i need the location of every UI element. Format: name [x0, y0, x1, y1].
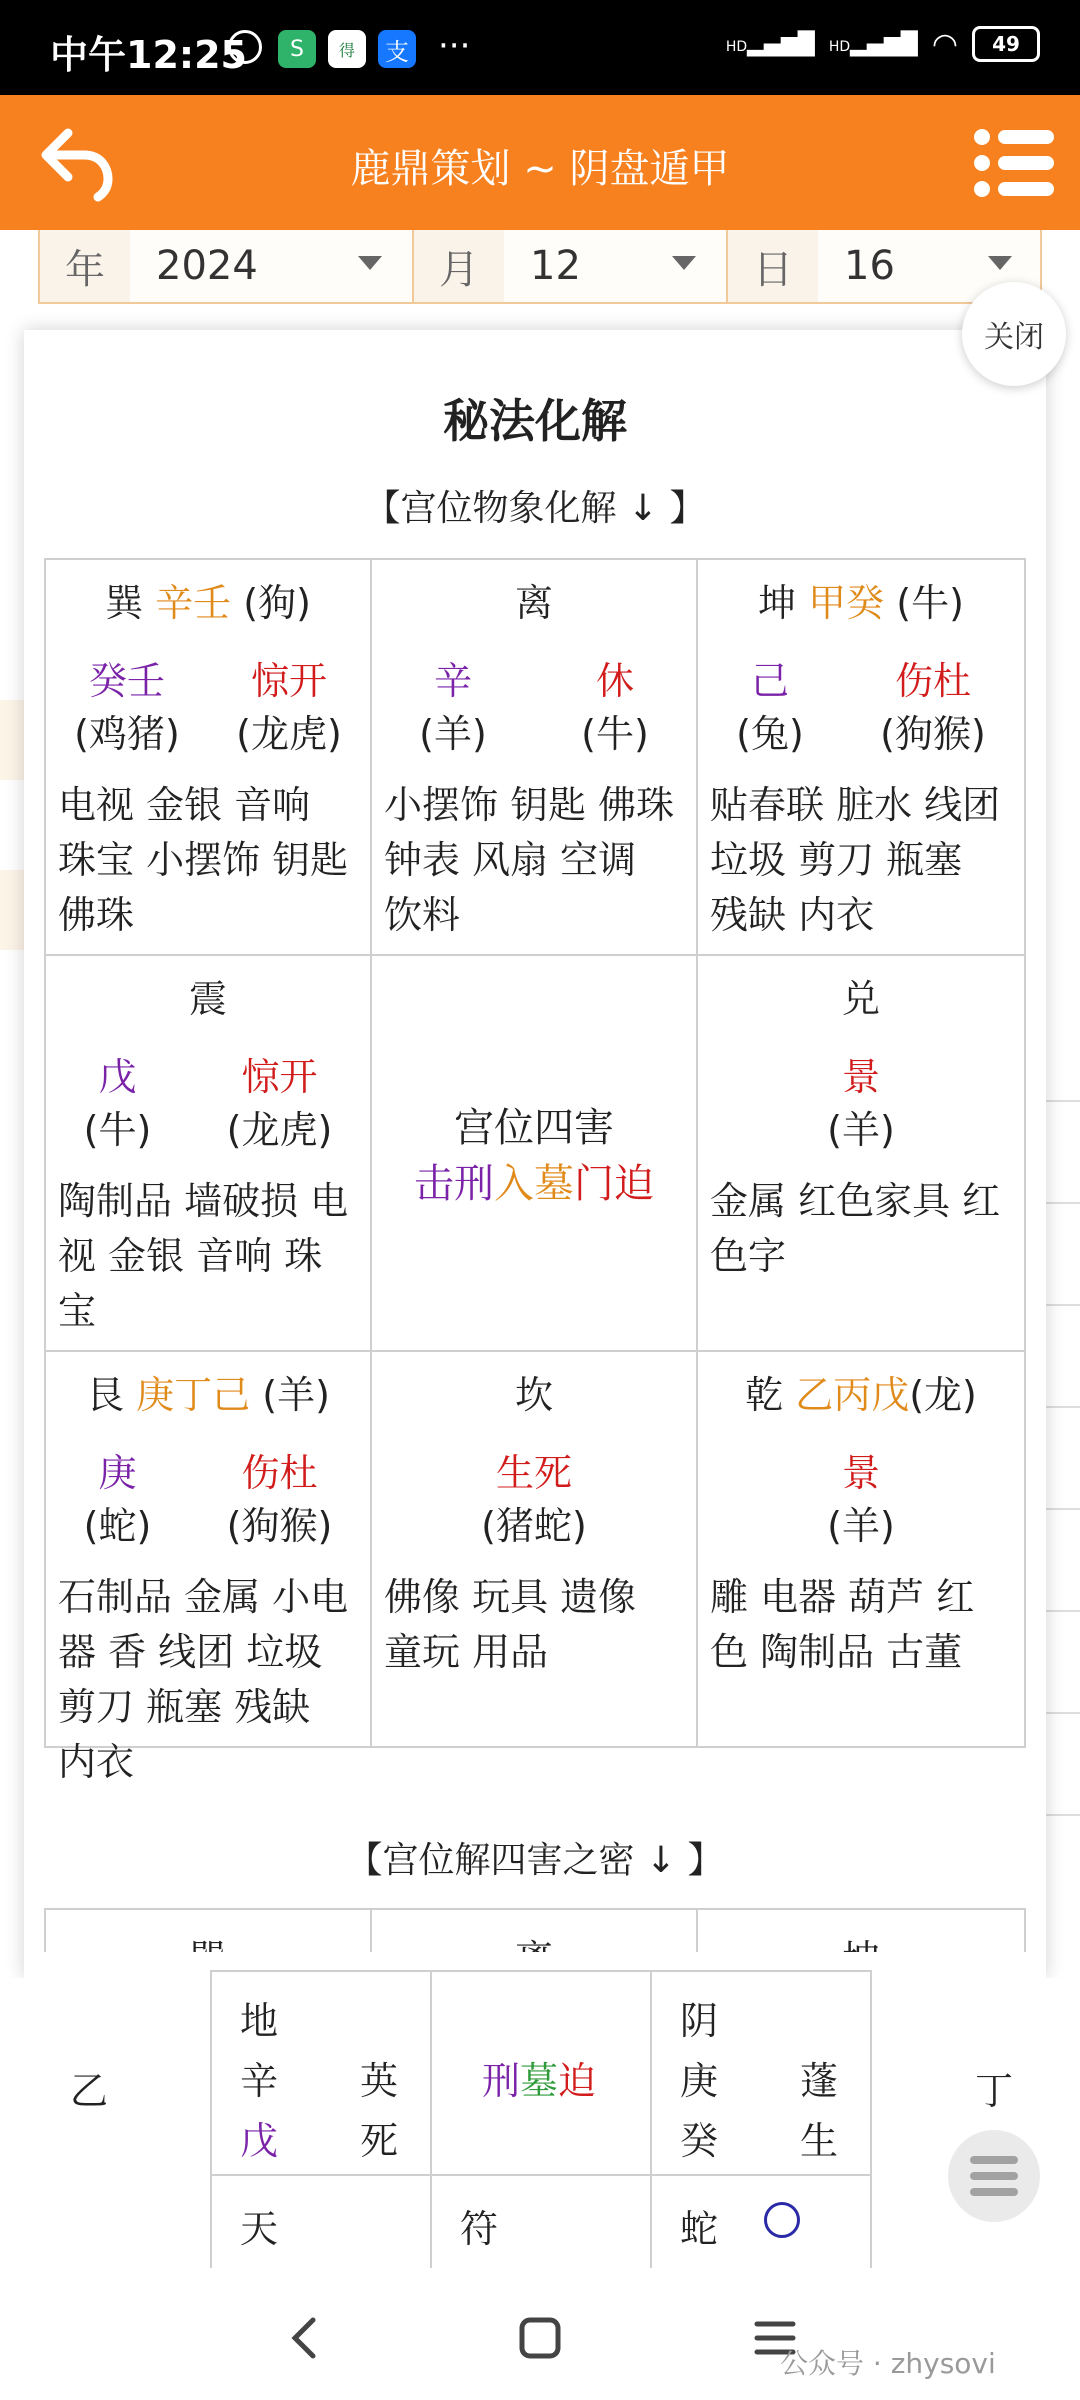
- four-harms-title: 宫位四害: [454, 1105, 614, 1151]
- zodiac-a: (蛇): [83, 1504, 152, 1548]
- zodiac-b: (龙虎): [226, 1108, 333, 1152]
- system-nav-bar: [0, 2268, 1080, 2400]
- backdrop-edge: [0, 700, 24, 780]
- door-pair: 景: [841, 1451, 880, 1495]
- stem-pair: 辛: [433, 659, 472, 703]
- palace-cell-qian: [696, 1350, 1026, 1748]
- item-list: 雕 电器 葫芦 红色 陶制品 古董: [710, 1575, 975, 1674]
- battery-icon: 49: [972, 26, 1040, 62]
- home-icon[interactable]: [510, 2308, 570, 2368]
- stem-pair: 庚: [98, 1451, 137, 1495]
- item-list: 佛像 玩具 遗像 童玩 用品: [384, 1575, 637, 1674]
- item-list: 金属 红色家具 红色字: [710, 1179, 1001, 1278]
- dialog-title: 秘法化解: [443, 394, 627, 448]
- day-select[interactable]: 16: [844, 243, 895, 289]
- chart-table: [0, 1978, 1080, 2268]
- list-icon: [948, 2130, 1040, 2222]
- chevron-down-icon: [988, 256, 1012, 270]
- zodiac-b: (牛): [581, 712, 649, 756]
- door-pair: 惊开: [250, 659, 327, 703]
- palace-cell-kan: [370, 1350, 698, 1748]
- zodiac-b: (龙虎): [236, 712, 342, 756]
- door-pair: 景: [841, 1055, 880, 1099]
- zodiac-a: (鸡猪): [74, 712, 180, 756]
- palace-cell-zhen: [44, 954, 372, 1352]
- backdrop-edge: [0, 870, 24, 950]
- signal-icon: HD▂▄▆█: [725, 31, 815, 57]
- door-pair: 休: [595, 659, 634, 703]
- year-label: 年: [40, 230, 130, 302]
- secret-resolution-dialog: [24, 330, 1046, 1978]
- palace-cell-center: [370, 954, 698, 1352]
- palace-header: 坤 甲癸 (牛): [758, 581, 964, 625]
- side-stem-left: 乙: [70, 2069, 109, 2113]
- app-header: [0, 95, 1080, 230]
- chart-cell: 地 辛 英 戊 死: [210, 1970, 432, 2176]
- day-label: 日: [728, 230, 818, 302]
- palace-cell-xun: [44, 558, 372, 956]
- item-list: 电视 金银 音响 珠宝 小摆饰 钥匙 佛珠: [58, 783, 349, 937]
- alarm-icon: [228, 30, 262, 64]
- zodiac-b: (狗猴): [880, 712, 986, 756]
- stem-pair: 癸壬: [88, 659, 165, 703]
- zodiac-a: (羊): [419, 712, 487, 756]
- zodiac-b: (羊): [827, 1108, 895, 1152]
- page-title: 鹿鼎策划 ~ 阴盘遁甲: [350, 146, 730, 192]
- item-list: 小摆饰 钥匙 佛珠 钟表 风扇 空调 饮料: [384, 783, 675, 937]
- item-list: 石制品 金属 小电器 香 线团 垃圾 剪刀 瓶塞 残缺 内衣: [58, 1575, 349, 1784]
- palace-header: 艮 庚丁己 (羊): [86, 1373, 330, 1417]
- section-header: 【宫位解四害之密 ↓ 】: [346, 1840, 724, 1881]
- month-label: 月: [414, 230, 504, 302]
- more-notifications-icon: ···: [438, 26, 471, 66]
- status-right: [726, 26, 1040, 62]
- watermark: 公众号 · zhysovi: [780, 2347, 996, 2380]
- chart-cell: 刑墓迫: [430, 1970, 652, 2176]
- chart-cell: 阴 庚 蓬 癸 生: [650, 1970, 872, 2176]
- stem-pair: 己: [750, 659, 789, 703]
- scroll-menu-button[interactable]: [948, 2130, 1040, 2222]
- door-pair: 惊开: [241, 1055, 318, 1099]
- year-select[interactable]: 2024: [156, 243, 258, 289]
- four-harms-list: 击刑入墓门迫: [414, 1161, 654, 1207]
- chevron-down-icon: [672, 256, 696, 270]
- chevron-down-icon: [358, 256, 382, 270]
- chart-cell: 符: [430, 2174, 652, 2274]
- signal-icon-2: HD▂▄▆█: [828, 31, 918, 57]
- menu-icon[interactable]: [970, 123, 1060, 203]
- circle-icon: [764, 2202, 800, 2238]
- alipay-icon: 支: [378, 30, 416, 68]
- palace-header: 乾 乙丙戊(龙): [745, 1373, 977, 1417]
- palace-cell-kun: [696, 558, 1026, 956]
- palace-header: 离: [514, 581, 553, 625]
- zodiac-b: (羊): [827, 1504, 895, 1548]
- chart-cell: 蛇: [650, 2174, 872, 2274]
- backdrop-edge: [1046, 1000, 1080, 1900]
- wifi-icon: ◠: [931, 26, 958, 62]
- door-pair: 伤杜: [241, 1451, 318, 1495]
- chart-cell: 天: [210, 2174, 432, 2274]
- zodiac-a: (牛): [83, 1108, 152, 1152]
- palace-header: 坎: [514, 1373, 553, 1417]
- status-bar: [0, 0, 1080, 95]
- back-icon[interactable]: [275, 2308, 335, 2368]
- palace-cell-li: [370, 558, 698, 956]
- palace-header: 震: [188, 977, 227, 1021]
- close-button[interactable]: 关闭: [962, 282, 1066, 386]
- app-notification-icon: S: [278, 30, 316, 68]
- section-header: 【宫位物象化解 ↓ 】: [364, 488, 706, 529]
- app-notification-icon-2: 得: [328, 30, 366, 68]
- item-list: 贴春联 脏水 线团 垃圾 剪刀 瓶塞 残缺 内衣: [710, 783, 1001, 937]
- palace-header: 兑: [841, 977, 880, 1021]
- zodiac-b: (狗猴): [226, 1504, 333, 1548]
- palace-header: 巽 辛壬 (狗): [105, 581, 311, 625]
- door-pair: 伤杜: [894, 659, 971, 703]
- zodiac-a: (兔): [736, 712, 804, 756]
- status-time: 中午12:25: [50, 33, 247, 77]
- side-stem-right: 丁: [975, 2069, 1014, 2113]
- stem-pair: 戊: [98, 1055, 137, 1099]
- item-list: 陶制品 墙破损 电视 金银 音响 珠宝: [58, 1179, 349, 1333]
- door-pair: 生死: [495, 1451, 572, 1495]
- date-selector: [38, 230, 1042, 304]
- month-select[interactable]: 12: [530, 243, 581, 289]
- palace-cell-dui: [696, 954, 1026, 1352]
- zodiac-b: (猪蛇): [481, 1504, 587, 1548]
- palace-cell-gen: [44, 1350, 372, 1784]
